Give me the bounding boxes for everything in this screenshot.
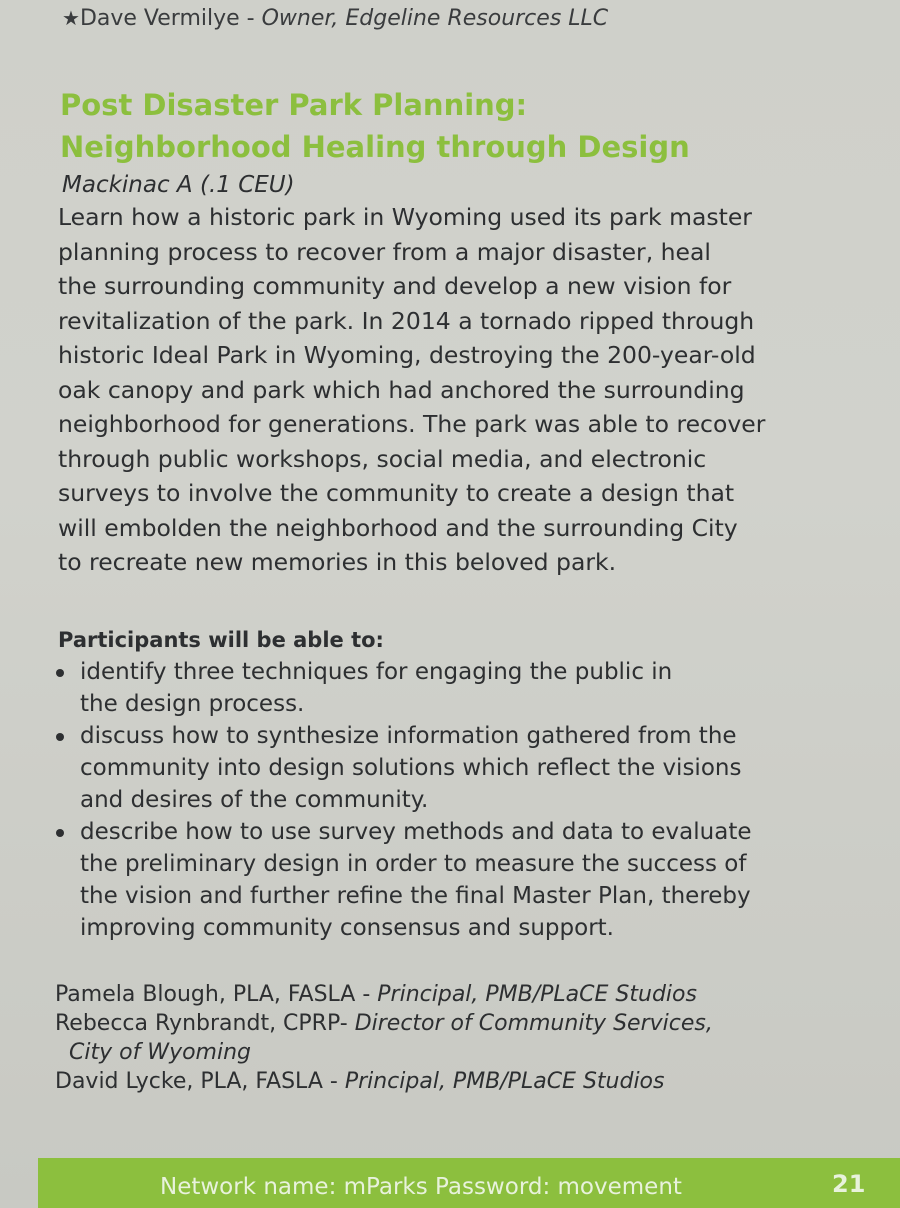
description-line: Learn how a historic park in Wyoming used its park master	[58, 203, 752, 231]
description-line: oak canopy and park which had anchored the surrounding	[58, 375, 745, 404]
speaker-name: Pamela Blough, PLA, FASLA	[55, 982, 356, 1007]
objective-line: identify three techniques for engaging the public in	[80, 659, 673, 685]
network-info: Network name: mParks Password: movement	[160, 1174, 682, 1200]
speaker-role: Director of Community Services,	[354, 1011, 713, 1036]
speakers-list	[55, 980, 713, 1096]
objective-item	[50, 720, 850, 816]
objective-line: community into design solutions which reflect the visions	[80, 755, 742, 781]
bullet-icon	[56, 669, 64, 677]
objective-line: the preliminary design in order to measure the success of	[80, 851, 747, 877]
moderator-name: Dave Vermilye	[79, 6, 240, 31]
speaker-entry-continued	[55, 1038, 713, 1067]
speaker-name: David Lycke, PLA, FASLA	[55, 1069, 323, 1094]
description-line: neighborhood for generations. The park was able to recover	[58, 410, 766, 438]
bullet-icon	[56, 733, 64, 741]
speaker-separator: -	[339, 1011, 355, 1036]
session-location: Mackinac A (.1 CEU)	[62, 172, 295, 198]
speaker-role: Principal, PMB/PLaCE Studios	[344, 1069, 665, 1094]
description-line: planning process to recover from a major disaster, heal	[58, 237, 711, 266]
moderator-credit	[62, 6, 608, 31]
description-line: revitalization of the park. In 2014 a tornado ripped through	[58, 306, 755, 335]
speaker-name: Rebecca Rynbrandt, CPRP	[55, 1011, 340, 1036]
objective-line: describe how to use survey methods and data to evaluate	[80, 819, 752, 845]
description-line: surveys to involve the community to create a design that	[58, 479, 735, 507]
description-line: through public workshops, social media, and electronic	[58, 444, 707, 473]
objective-line: the vision and further refine the final Master Plan, thereby	[80, 883, 751, 909]
session-title	[60, 84, 860, 168]
speaker-separator: -	[322, 1069, 345, 1094]
description-line: will embolden the neighborhood and the surrounding City	[58, 513, 738, 542]
bullet-icon	[56, 829, 64, 837]
speaker-role: City of Wyoming	[69, 1040, 251, 1065]
speaker-entry	[55, 980, 713, 1009]
objectives-list	[50, 656, 850, 944]
speaker-separator: -	[355, 982, 378, 1007]
moderator-role: Owner, Edgeline Resources LLC	[261, 6, 609, 31]
star-icon: ★	[62, 6, 80, 30]
objective-line: the design process.	[80, 691, 305, 717]
objectives-heading: Participants will be able to:	[58, 628, 384, 652]
objective-line: discuss how to synthesize information gathered from the	[80, 723, 737, 749]
session-description	[58, 200, 868, 580]
moderator-separator: -	[239, 6, 262, 31]
session-title-line-1: Post Disaster Park Planning:	[60, 88, 528, 122]
objective-line: and desires of the community.	[80, 787, 429, 813]
description-line: historic Ideal Park in Wyoming, destroying the 200-year-old	[58, 341, 756, 369]
page-number: 21	[832, 1170, 866, 1198]
objective-item	[50, 656, 850, 720]
description-line: the surrounding community and develop a new vision for	[58, 272, 732, 300]
speaker-entry	[55, 1067, 713, 1096]
objective-line: improving community consensus and support.	[80, 915, 614, 941]
session-title-line-2: Neighborhood Healing through Design	[60, 130, 690, 164]
objective-item	[50, 816, 850, 944]
speaker-role: Principal, PMB/PLaCE Studios	[377, 982, 697, 1007]
speaker-entry	[55, 1009, 713, 1038]
description-line: to recreate new memories in this beloved park.	[58, 548, 617, 576]
